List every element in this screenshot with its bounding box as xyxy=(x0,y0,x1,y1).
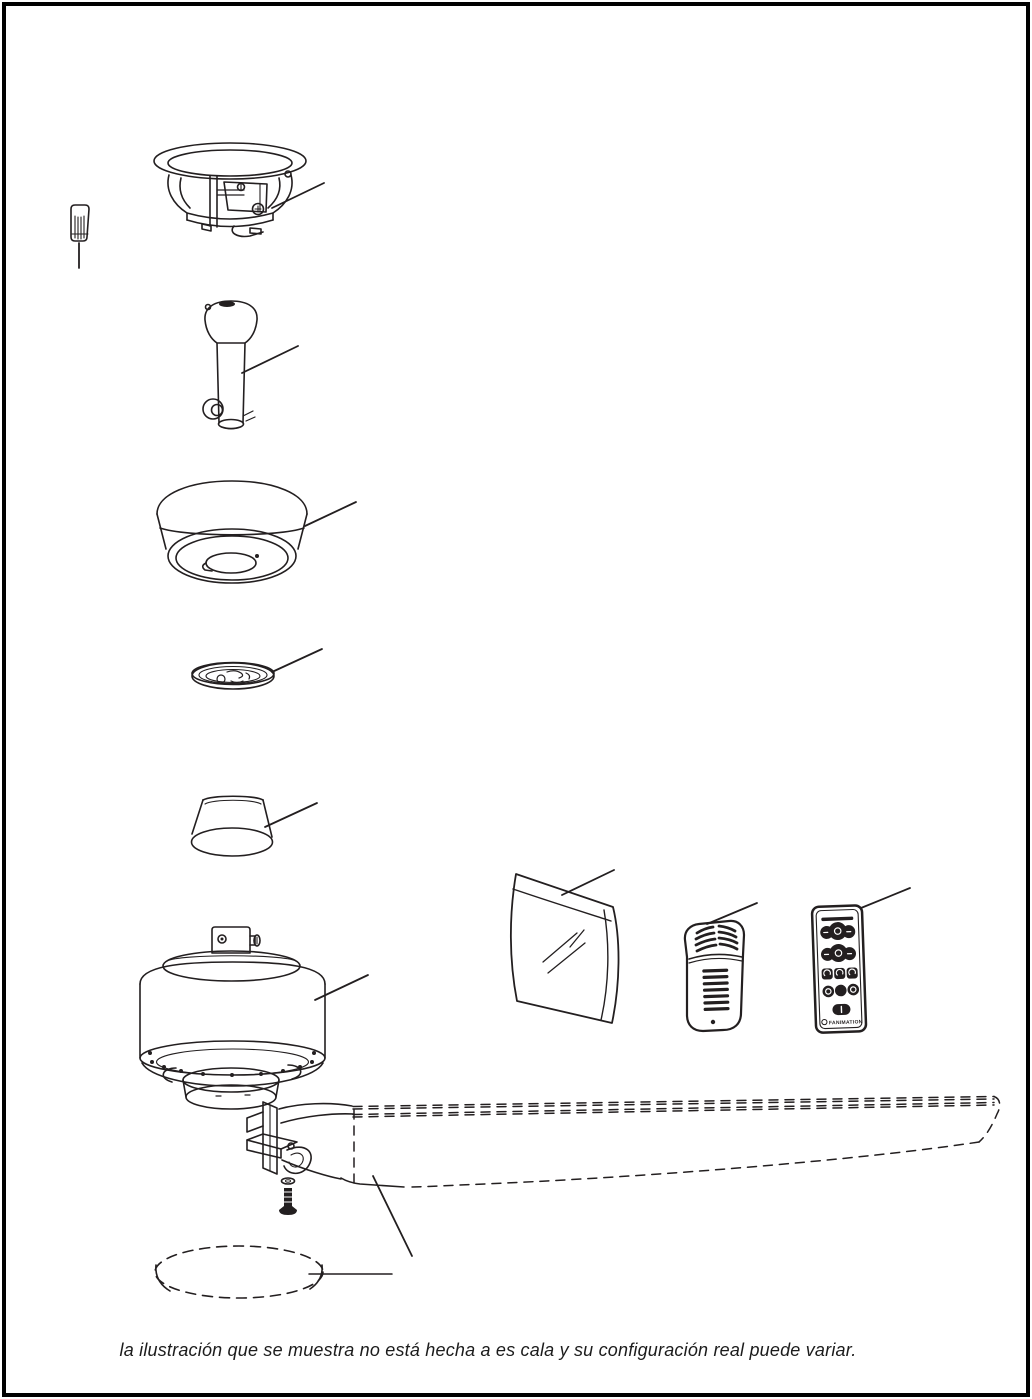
blade-screw-icon xyxy=(279,1178,297,1215)
coupling-cover-icon xyxy=(192,649,322,689)
flange-bolt-holes xyxy=(148,1051,316,1077)
glass-lens-icon xyxy=(511,870,619,1023)
upper-housing-cone-icon xyxy=(192,796,318,856)
canopy-icon xyxy=(157,481,356,583)
downrod-icon xyxy=(203,301,298,429)
fan-blade-icon xyxy=(341,1097,1000,1257)
light-cover-icon xyxy=(155,1246,392,1298)
ceiling-mounting-bracket-icon xyxy=(154,143,324,236)
receiver-icon xyxy=(685,903,757,1031)
remote-brand-label: FANIMATION xyxy=(828,1019,863,1027)
remote-function-buttons xyxy=(822,984,859,998)
blade-holder-icon xyxy=(247,1102,354,1215)
remote-control-icon xyxy=(812,888,910,1033)
caption-text: la ilustración que se muestra no está hecha a es cala y su configuración real puede variar. xyxy=(119,1340,857,1360)
motor-housing-icon xyxy=(140,927,368,1109)
wire-nut-icon xyxy=(71,205,89,268)
